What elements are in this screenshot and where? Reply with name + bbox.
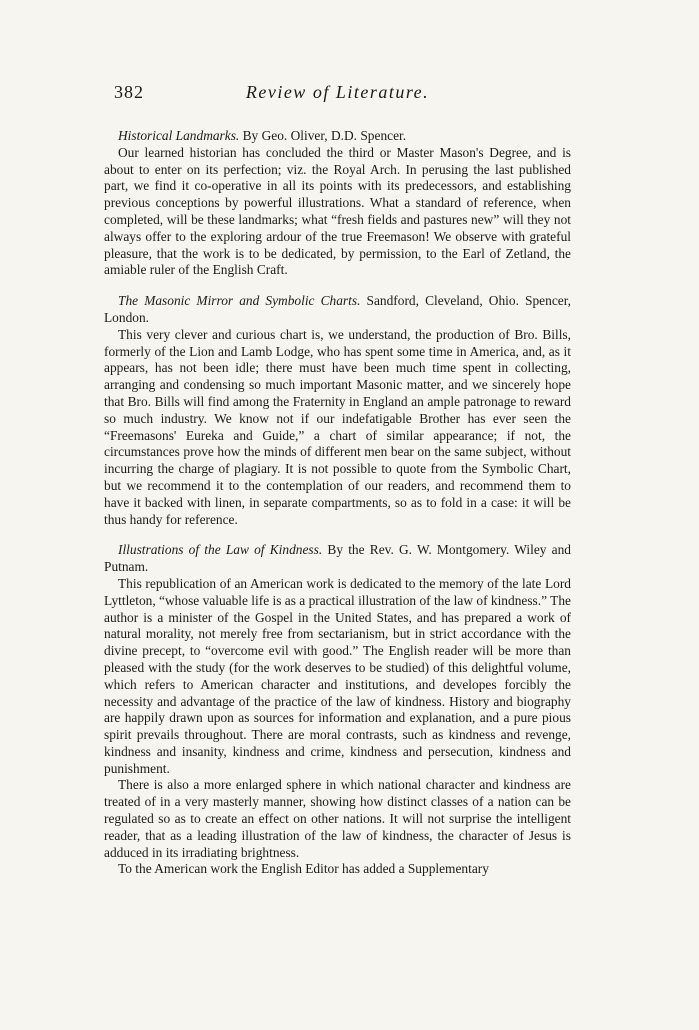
review-paragraph: To the American work the English Editor has added a Supplementary: [118, 861, 489, 877]
review-paragraph: This very clever and curious chart is, we understand, the production of Bro. Bills, formerly of the Lion and Lamb Lodge, who has spent some time in America, and, as it appears, has not been idle; there must have been much time spent in collecting, arranging and condensing so much important Masonic matter, and we sincerely hope that Bro. Bills will find among the Fraternity in England an ample patronage to reward so much industry. We know not if our indefatigable Brother has ever seen the “Freemasons' Eureka and Guide,” a chart of similar appearance; if not, the circumstances prove how the minds of different men bear on the same subject, without incurring the charge of plagiary. It is not possible to quote from the Symbolic Chart, but we recommend it to the contemplation of our readers, and recommend them to have it backed with linen, in separate compartments, so as to fold in a case: it will be thus handy for reference.: [104, 326, 571, 527]
review-heading: [104, 128, 571, 145]
review-paragraph: There is also a more enlarged sphere in which national character and kindness are treated of in a very masterly manner, showing how distinct classes of a nation can be regulated so as to create an effect on other nations. It will not surprise the intelligent reader, that as a leading illustration of the law of kindness, the character of Jesus is adduced in its irradiating brightness.: [104, 777, 571, 860]
page-number: 382: [114, 82, 144, 102]
review-masonic-mirror: [104, 293, 571, 528]
work-title: Historical Landmarks.: [118, 128, 240, 143]
review-paragraph: Our learned historian has concluded the third or Master Mason's Degree, and is about to enter on its perfection; viz. the Royal Arch. In perusing the last published part, we find it co-operative in all its points with its predecessors, and establishing previous conceptions by powerful illustrations. What a standard of reference, when completed, will be these landmarks; what “fresh fields and pastures new” will they not always offer to the exploring ardour of the true Freemason! We observe with grateful pleasure, that the work is to be dedicated, by permission, to the Earl of Zetland, the amiable ruler of the English Craft.: [104, 144, 571, 278]
page-content: [104, 128, 571, 892]
work-title: The Masonic Mirror and Symbolic Charts.: [118, 293, 361, 309]
work-citation: By Geo. Oliver, D.D. Spencer.: [239, 128, 407, 143]
running-head: [104, 82, 571, 104]
work-citation: Sandford, Cleveland, Ohio. Spencer, London.: [104, 293, 571, 325]
work-title: Illustrations of the Law of Kindness.: [118, 542, 323, 558]
review-law-of-kindness: [104, 542, 571, 878]
review-heading: [104, 293, 571, 327]
work-citation: By the Rev. G. W. Montgomery. Wiley and Putnam.: [104, 542, 571, 575]
review-heading: [104, 542, 571, 576]
review-historical-landmarks: [104, 128, 571, 279]
review-paragraph: This republication of an American work is dedicated to the memory of the late Lord Lyttleton, “whose valuable life is as a practical illustration of the law of kindness.” The author is a minister of the Gospel in the United States, and has prepared a work of natural morality, not merely free from sectarianism, but in strict accordance with the divine precept, to “overcome evil with good.” The English reader will be more than pleased with the study (for the work deserves to be studied) of this delightful volume, which refers to American character and institutions, and developes forcibly the necessity and advantage of the practice of the law of kindness. History and biography are happily drawn upon as sources for information and explanation, and a pure pious spirit prevails throughout. There are moral contrasts, such as kindness and revenge, kindness and insanity, kindness and crime, kindness and persecution, kindness and punishment.: [104, 575, 571, 776]
running-title: Review of Literature.: [245, 82, 430, 102]
